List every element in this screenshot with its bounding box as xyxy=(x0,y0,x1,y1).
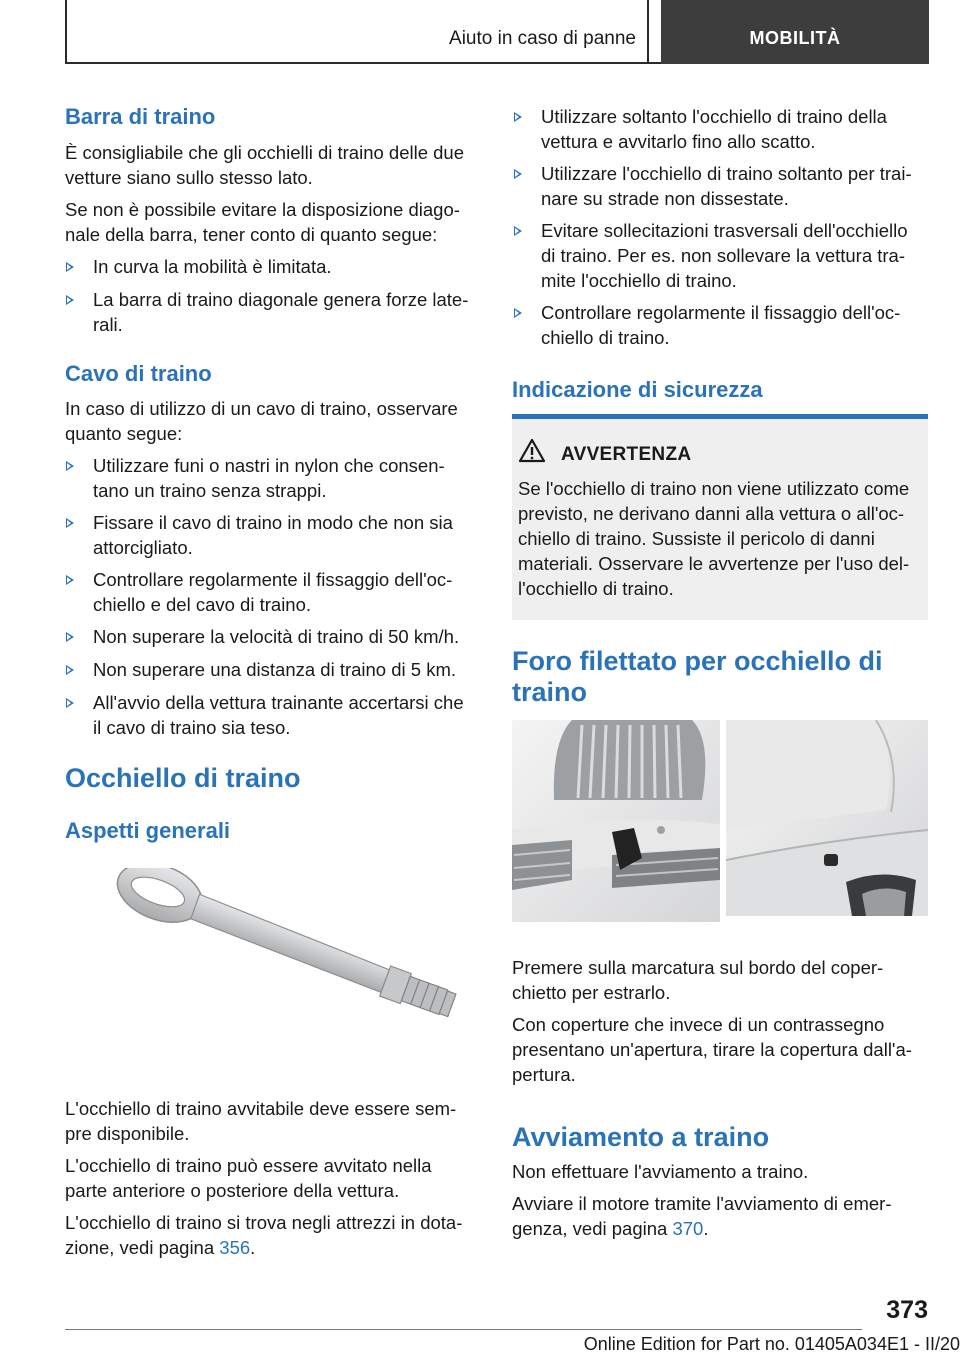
paragraph: Premere sulla marcatura sul bordo del coper- chietto per estrarlo. xyxy=(512,957,884,1003)
bullet-triangle-icon xyxy=(66,295,74,305)
list-item: Utilizzare soltanto l'occhiello di traino della vettura e avvitarlo fino allo scatto. xyxy=(541,106,887,152)
list-item: Non superare la velocità di traino di 50 km/h. xyxy=(93,626,460,647)
rear-bumper-photo xyxy=(726,720,928,916)
bullet-triangle-icon xyxy=(66,575,74,585)
paragraph: È consigliabile che gli occhielli di traino delle due vetture siano sullo stesso lato. xyxy=(65,142,465,188)
bullet-triangle-icon xyxy=(514,112,522,122)
footer-rule xyxy=(65,1329,862,1330)
header-separator xyxy=(647,0,649,64)
front-bumper-photo xyxy=(512,720,720,922)
warning-title: AVVERTENZA xyxy=(561,444,692,465)
heading-barra-di-traino: Barra di traino xyxy=(65,104,216,129)
paragraph: L'occhiello di traino si trova negli attrezzi in dota- zione, vedi pagina 356. xyxy=(65,1212,463,1258)
page-link-370[interactable]: 370 xyxy=(672,1218,704,1239)
tow-eye-illustration xyxy=(85,868,475,1058)
list-item: Controllare regolarmente il fissaggio dell'oc- chiello di traino. xyxy=(541,302,901,348)
list-item: All'avvio della vettura trainante accertarsi che il cavo di traino sia teso. xyxy=(93,692,464,738)
bullet-triangle-icon xyxy=(66,698,74,708)
paragraph: In caso di utilizzo di un cavo di traino, osservare quanto segue: xyxy=(65,398,458,444)
subheading-aspetti-generali: Aspetti generali xyxy=(65,818,231,843)
list-item: Non superare una distanza di traino di 5 km. xyxy=(93,659,457,680)
paragraph: L'occhiello di traino può essere avvitato nella parte anteriore o posteriore della vettura. xyxy=(65,1155,432,1201)
footer-edition: Online Edition for Part no. 01405A034E1 - II/20 xyxy=(583,1334,960,1354)
paragraph: Avviare il motore tramite l'avviamento di emer- genza, vedi pagina 370. xyxy=(512,1193,892,1239)
section-title: Aiuto in caso di panne xyxy=(449,28,636,49)
bullet-triangle-icon xyxy=(66,665,74,675)
warning-triangle-icon xyxy=(518,438,546,463)
bullet-triangle-icon xyxy=(514,308,522,318)
list-item: Controllare regolarmente il fissaggio dell'oc- chiello e del cavo di traino. xyxy=(93,569,453,615)
warning-text: Se l'occhiello di traino non viene utilizzato come previsto, ne derivano danni alla vettura o all'oc- chiello di traino. Sussiste il pericolo di danni materiali. Osservare le avvertenze per l'uso del- l'occhiello di traino. xyxy=(518,478,910,599)
list-item: In curva la mobilità è limitata. xyxy=(93,256,332,277)
heading-avviamento-a-traino: Avviamento a traino xyxy=(512,1122,770,1152)
paragraph: Non effettuare l'avviamento a traino. xyxy=(512,1161,809,1182)
bullet-triangle-icon xyxy=(66,518,74,528)
bullet-triangle-icon xyxy=(514,169,522,179)
bullet-triangle-icon xyxy=(66,262,74,272)
bullet-triangle-icon xyxy=(514,226,522,236)
page-link-356[interactable]: 356 xyxy=(219,1237,251,1258)
heading-cavo-di-traino: Cavo di traino xyxy=(65,361,212,386)
list-item: Utilizzare l'occhiello di traino soltanto per trai- nare su strade non dissestate. xyxy=(541,163,912,209)
heading-foro-filettato: Foro filettato per occhiello di traino xyxy=(512,646,883,707)
heading-indicazione-di-sicurezza: Indicazione di sicurezza xyxy=(512,377,763,402)
list-item: Fissare il cavo di traino in modo che non sia attorcigliato. xyxy=(93,512,453,558)
page-number: 373 xyxy=(886,1296,928,1324)
heading-occhiello-di-traino: Occhiello di traino xyxy=(65,763,301,793)
bullet-triangle-icon xyxy=(66,632,74,642)
paragraph: L'occhiello di traino avvitabile deve essere sem- pre disponibile. xyxy=(65,1098,457,1144)
list-item: Evitare sollecitazioni trasversali dell'occhiello di traino. Per es. non sollevare la vettura tra- mite l'occhiello di traino. xyxy=(541,220,908,291)
list-item: Utilizzare funi o nastri in nylon che consen- tano un traino senza strappi. xyxy=(93,455,445,501)
header-left-bar xyxy=(65,0,67,64)
paragraph: Se non è possibile evitare la disposizione diago- nale della barra, tener conto di quanto segue: xyxy=(65,199,460,245)
list-item: La barra di traino diagonale genera forze late- rali. xyxy=(93,289,469,335)
bullet-triangle-icon xyxy=(66,461,74,471)
paragraph: Con coperture che invece di un contrassegno presentano un'apertura, tirare la copertura dall'a- pertura. xyxy=(512,1014,912,1085)
chapter-title: MOBILITÀ xyxy=(749,28,841,48)
